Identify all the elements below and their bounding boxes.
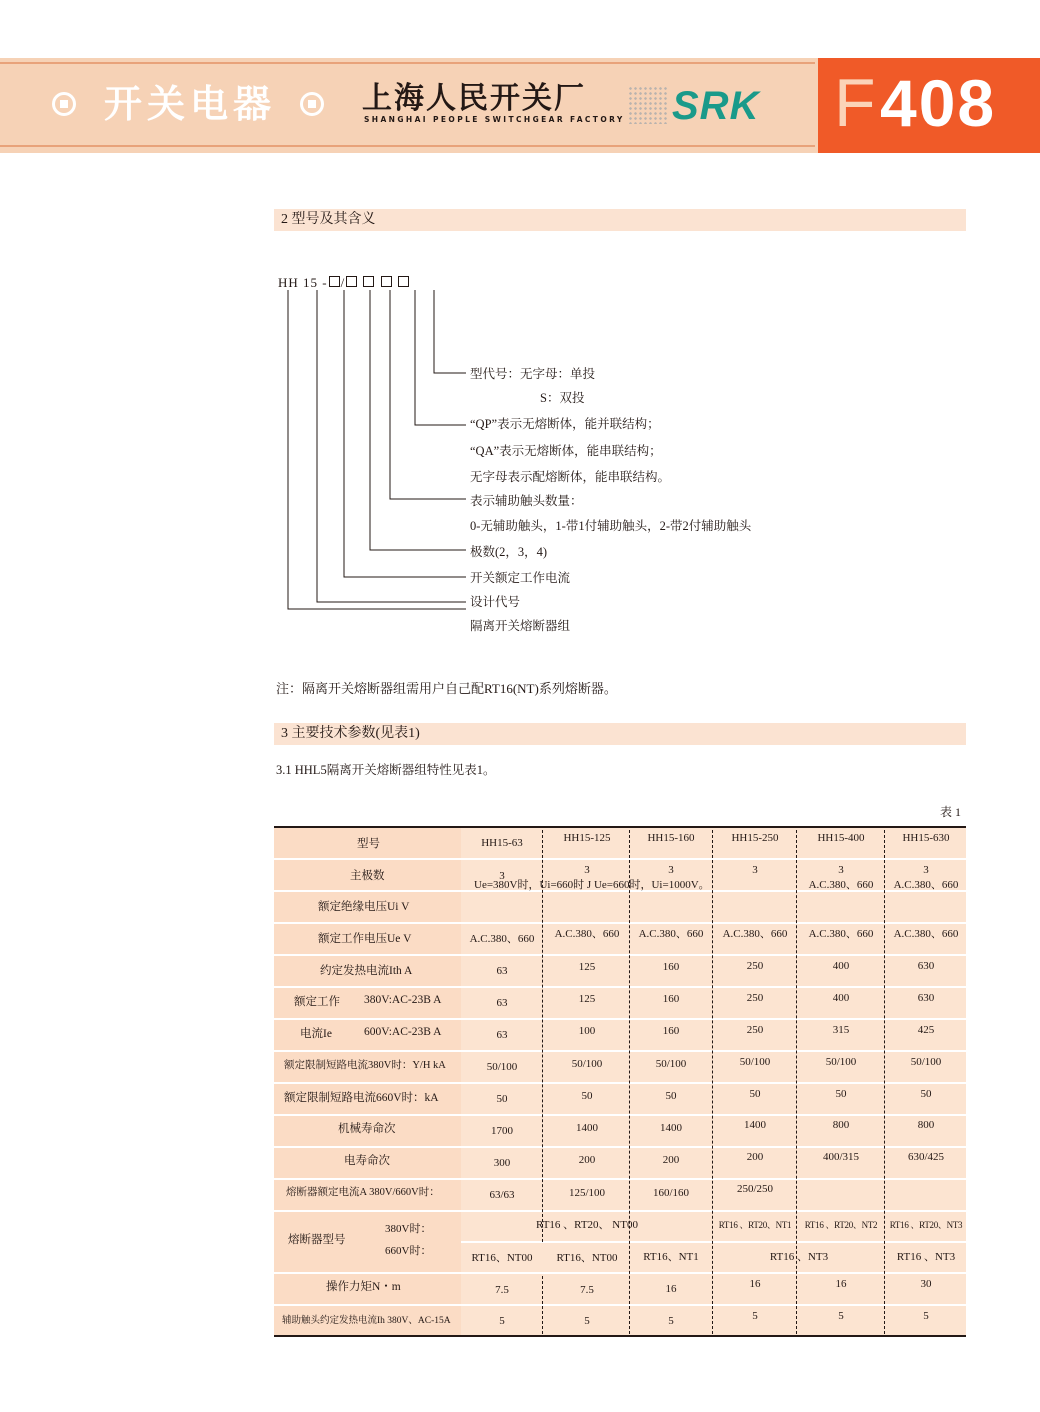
row-divider [461,1241,966,1243]
model-desc-line: 设计代号 [470,595,521,609]
table-cell: 5 [923,1310,929,1322]
table-cell: 5 [584,1315,590,1327]
row-label: 660V时： [385,1245,432,1257]
table-cell: 63/63 [489,1189,515,1201]
model-desc-line: “QP”表示无熔断体，能并联结构； [470,417,660,431]
code-box [381,276,392,287]
table-cell: 50/100 [655,1058,687,1070]
column-header: HH15-250 [731,832,779,844]
table-cell: 50 [581,1090,593,1102]
section-heading: 2 型号及其含义 [274,209,966,231]
table-cell: RT16 、RT20、 NT00 [536,1219,638,1231]
table-cell: 50/100 [739,1056,771,1068]
company-name-english: SHANGHAI PEOPLE SWITCHGEAR FACTORY [364,115,625,124]
table-cell: 3 [499,870,505,882]
table-cell: RT16 、RT20、NT3 [889,1220,963,1230]
table-cell: 200 [746,1151,764,1163]
table-cell: 3 [668,864,674,876]
table-cell: 100 [578,1025,596,1037]
table-cell: A.C.380、660 [808,879,874,891]
row-divider [274,986,966,988]
row-divider [274,1050,966,1052]
row-divider [274,858,966,860]
row-divider [274,1304,966,1306]
table-cell: 50/100 [571,1058,603,1070]
model-desc-line: 开关额定工作电流 [470,571,571,585]
row-label: 600V:AC-23B A [364,1026,442,1038]
table-cell: RT16 、NT3 [769,1251,829,1263]
column-divider [712,830,713,1334]
table-cell: 50 [920,1088,932,1100]
table-cell: 50 [665,1090,677,1102]
table-cell: 630/425 [907,1151,945,1163]
table-cell: 250/250 [736,1183,774,1195]
page-number: 408 [880,66,997,140]
table-cell: 3 [923,864,929,876]
column-divider [884,830,885,1334]
row-label: 额定限制短路电流660V时：kA [284,1092,439,1104]
table-cell: 16 [749,1278,761,1290]
bullet-icon [300,92,324,116]
table-cell: 5 [668,1315,674,1327]
model-code: HH 15 - / [278,275,410,291]
column-header: HH15-630 [902,832,950,844]
row-label: 熔断器型号 [288,1234,346,1246]
row-label: 额定绝缘电压Ui V [318,901,410,913]
code-box [346,276,357,287]
table-cell: 250 [746,960,764,972]
table-cell: A.C.380、660 [893,928,959,940]
table-cell: 63 [496,1029,508,1041]
category-title: 开关电器 [104,82,277,126]
subsection-text: 3.1 HHL5隔离开关熔断器组特性见表1。 [276,763,496,777]
row-divider [274,1082,966,1084]
column-divider [629,830,630,1334]
note: 注：隔离开关熔断器组需用户自己配RT16(NT)系列熔断器。 [276,681,617,696]
table-border [274,826,966,828]
table-cell: 800 [917,1119,935,1131]
table-cell: 800 [832,1119,850,1131]
table-cell: RT16、NT00 [556,1252,618,1264]
spec-table [274,826,966,1337]
model-desc-line: 极数(2，3，4) [470,545,548,559]
model-desc-line: 表示辅助触头数量： [470,494,583,508]
table-cell: 7.5 [495,1284,509,1296]
row-divider [274,1178,966,1180]
table-cell: 50 [835,1088,847,1100]
table-cell: 50/100 [910,1056,942,1068]
table-cell: 425 [917,1024,935,1036]
section-heading: 3 主要技术参数(见表1) [274,723,966,745]
table-cell: 5 [499,1315,505,1327]
row-label: 主极数 [350,870,385,882]
table-cell: 5 [752,1310,758,1322]
table-cell: RT16 、RT20、NT2 [804,1220,878,1230]
table-cell: 1400 [576,1122,598,1134]
row-label: 额定限制短路电流380V时：Y/H kA [284,1060,446,1071]
model-desc-line: S：双投 [540,391,585,405]
table-cell: 400 [832,960,850,972]
table-cell: 125/100 [568,1187,606,1199]
model-desc-line: 型代号：无字母：单投 [470,367,596,381]
row-label: 电流Ie [300,1028,332,1040]
row-label: 380V:AC-23B A [364,994,442,1006]
table-cell: 1700 [491,1125,513,1137]
model-leader-lines [270,288,470,618]
table-cell: 63 [496,965,508,977]
table-cell: 5 [838,1310,844,1322]
row-divider [274,1272,966,1274]
table-header-label: 型号 [357,838,380,850]
column-divider [542,1276,543,1334]
table-cell: 160 [662,961,680,973]
table-cell: 63 [496,997,508,1009]
column-header: HH15-63 [481,837,523,849]
table-cell: A.C.380、660 [469,933,535,945]
row-divider [274,922,966,924]
code-box [329,276,340,287]
row-label: 额定工作 [294,996,340,1008]
table-cell: 400 [832,992,850,1004]
table-cell: 250 [746,1024,764,1036]
model-desc-line: 无字母表示配熔断体，能串联结构。 [470,470,671,484]
model-desc-line: 0-无辅助触头，1-带1付辅助触头，2-带2付辅助触头 [470,519,752,533]
code-box [363,276,374,287]
row-label: 辅助触头约定发热电流Ih 380V、AC-15A [282,1316,451,1326]
table-cell: 125 [578,961,596,973]
table-cell: 250 [746,992,764,1004]
row-label: 约定发热电流Ith A [320,965,413,977]
table-label: 表 1 [940,805,962,819]
table-cell: 160 [662,1025,680,1037]
table-cell: RT16 、RT20、NT1 [718,1220,792,1230]
model-desc-line: “QA”表示无熔断体，能串联结构； [470,444,662,458]
table-cell: 315 [832,1024,850,1036]
table-cell: A.C.380、660 [638,928,704,940]
table-cell: 300 [493,1157,511,1169]
header-divider [0,145,815,147]
table-cell: RT16、NT1 [643,1251,699,1263]
row-label: 380V时： [385,1223,432,1235]
table-cell: 50 [749,1088,761,1100]
table-cell: A.C.380、660 [722,928,788,940]
row-label: 电寿命次 [344,1155,390,1167]
table-cell: 16 [665,1283,677,1295]
row-label: 机械寿命次 [338,1123,396,1135]
table-cell: 125 [578,993,596,1005]
table-cell: RT16、NT00 [471,1252,533,1264]
row-divider [274,1210,966,1212]
table-cell: 50/100 [486,1061,518,1073]
table-cell: 3 [838,864,844,876]
code-box [398,276,409,287]
row-divider [274,1018,966,1020]
table-cell: 3 [752,864,758,876]
row-label: 操作力矩N・m [326,1281,401,1293]
table-cell: 200 [578,1154,596,1166]
table-cell: 1400 [660,1122,682,1134]
brand-logo: SRK [672,84,760,128]
table-cell: 3 [584,864,590,876]
table-cell: Ue=380V时，Ui=660时 J Ue=660时，Ui=1000V。 [474,879,710,891]
row-label: 额定工作电压Ue V [318,933,412,945]
row-divider [274,954,966,956]
table-cell: 160 [662,993,680,1005]
header-divider [0,62,815,64]
model-desc-line: 隔离开关熔断器组 [470,619,571,633]
column-header: HH15-125 [563,832,611,844]
table-cell: 50/100 [825,1056,857,1068]
logo-dots-icon [628,86,668,124]
table-cell: 630 [917,960,935,972]
bullet-icon [52,92,76,116]
table-cell: RT16 、NT3 [896,1251,956,1263]
table-cell: 16 [835,1278,847,1290]
row-divider [274,1114,966,1116]
table-cell: 30 [920,1278,932,1290]
row-divider [274,1146,966,1148]
table-cell: 200 [662,1154,680,1166]
table-cell: 630 [917,992,935,1004]
column-header: HH15-160 [647,832,695,844]
table-cell: 160/160 [652,1187,690,1199]
table-cell: 50 [496,1093,508,1105]
page-letter: F [834,65,876,141]
table-cell: A.C.380、660 [893,879,959,891]
table-cell: 400/315 [822,1151,860,1163]
column-header: HH15-400 [817,832,865,844]
company-name: 上海人民开关厂 [362,81,586,116]
table-cell: A.C.380、660 [554,928,620,940]
table-border [274,1335,966,1337]
table-cell: A.C.380、660 [808,928,874,940]
table-cell: 7.5 [580,1284,594,1296]
row-label: 熔断器额定电流A 380V/660V时： [286,1187,440,1198]
table-cell: 1400 [744,1119,766,1131]
